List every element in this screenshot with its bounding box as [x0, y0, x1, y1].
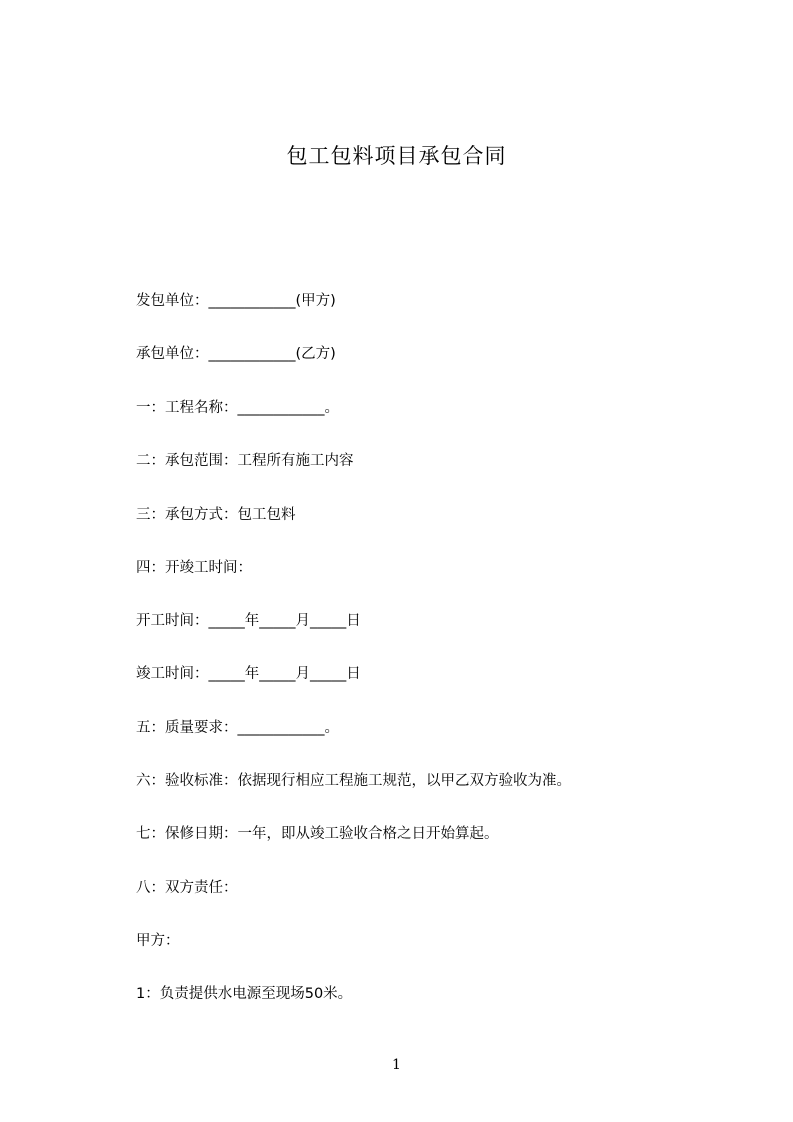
- line-party-a-item-1: 1：负责提供水电源至现场50米。: [136, 986, 353, 1002]
- line-schedule-heading: 四：开竣工时间：: [136, 560, 252, 576]
- line-contractor-owner: 发包单位：____________(甲方): [136, 293, 336, 309]
- line-contract-scope: 二：承包范围：工程所有施工内容: [136, 453, 354, 469]
- line-acceptance-standard: 六：验收标准：依据现行相应工程施工规范，以甲乙双方验收为准。: [136, 773, 571, 789]
- line-party-a-heading: 甲方：: [136, 933, 180, 949]
- document-title: 包工包料项目承包合同: [286, 144, 507, 168]
- line-start-date: 开工时间：_____年_____月_____日: [136, 613, 361, 629]
- line-contract-method: 三：承包方式：包工包料: [136, 507, 296, 523]
- line-responsibilities-heading: 八：双方责任：: [136, 880, 238, 896]
- line-quality-requirement: 五：质量要求：____________。: [136, 720, 339, 736]
- line-completion-date: 竣工时间：_____年_____月_____日: [136, 666, 361, 682]
- line-contractor-builder: 承包单位：____________(乙方): [136, 346, 336, 362]
- line-warranty-period: 七：保修日期：一年，即从竣工验收合格之日开始算起。: [136, 826, 499, 842]
- line-project-name: 一：工程名称：____________。: [136, 400, 339, 416]
- page-number: 1: [392, 1057, 401, 1073]
